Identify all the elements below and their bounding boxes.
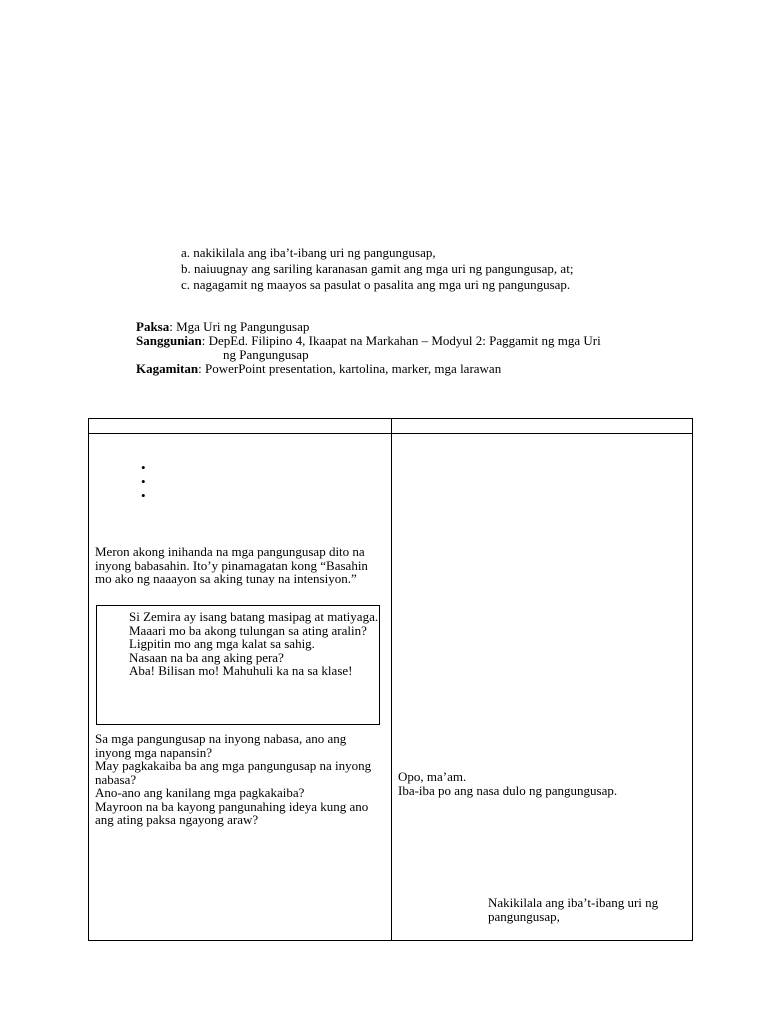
- sanggunian-line: [136, 334, 601, 348]
- kagamitan-label: Kagamitan: [136, 361, 199, 376]
- sample-sentence: Nasaan na ba ang aking pera?: [129, 649, 284, 665]
- sanggunian-label: Sanggunian: [136, 333, 202, 348]
- lesson-table: [88, 418, 693, 941]
- objective-item: a. nakikilala ang iba’t-ibang uri ng pangungusap,: [181, 245, 436, 260]
- objectives-list: [181, 245, 573, 293]
- student-answer-text: Nakikilala ang iba’t-ibang uri ng pangungusap,: [488, 895, 659, 924]
- lesson-details: [136, 320, 601, 376]
- kagamitan-line: [136, 362, 601, 376]
- student-response-line: Iba-iba po ang nasa dulo ng pangungusap.: [398, 783, 618, 798]
- sample-sentence: Si Zemira ay isang batang masipag at matiyaga.: [129, 609, 379, 624]
- sample-sentence: Ligpitin mo ang mga kalat sa sahig.: [129, 636, 315, 651]
- empty-bullet-list: [141, 461, 146, 503]
- question-line: Ano-ano ang kanilang mga pagkakaiba?: [95, 785, 305, 800]
- kagamitan-value: : PowerPoint presentation, kartolina, marker, mga larawan: [198, 361, 502, 376]
- bullet-item: [141, 489, 146, 503]
- sample-sentence: Maaari mo ba akong tulungan sa ating aralin?: [129, 622, 367, 638]
- sanggunian-continuation: ng Pangungusap: [223, 347, 309, 362]
- teacher-questions: [95, 732, 380, 827]
- paksa-line: [136, 320, 601, 334]
- teacher-intro-text: Meron akong inihanda na mga pangungusap dito na inyong babasahin. Ito’y pinamagatan kong “Basahin mo ako ng naaayon sa aking tunay na intensiyon.”: [95, 544, 368, 586]
- objective-item: c. nagagamit ng maayos sa pasulat o pasalita ang mga uri ng pangungusap.: [181, 277, 571, 292]
- paksa-value: : Mga Uri ng Pangungusap: [169, 319, 310, 334]
- objective-item: b. naiuugnay ang sariling karanasan gamit ang mga uri ng pangungusap, at;: [181, 261, 574, 276]
- sample-sentence: Aba! Bilisan mo! Mahuhuli ka na sa klase!: [129, 663, 353, 678]
- question-line: May pagkakaiba ba ang mga pangungusap na inyong nabasa?: [95, 758, 372, 787]
- question-line: Sa mga pangungusap na inyong nabasa, ano ang inyong mga napansin?: [95, 731, 347, 760]
- sample-sentences-box: [96, 605, 380, 725]
- paksa-label: Paksa: [136, 319, 170, 334]
- bullet-item: [141, 475, 146, 489]
- bullet-item: [141, 461, 146, 475]
- sanggunian-value: : DepEd. Filipino 4, Ikaapat na Markahan – Modyul 2: Paggamit ng mga Uri: [201, 333, 601, 348]
- question-line: Mayroon na ba kayong pangunahing ideya kung ano ang ating paksa ngayong araw?: [95, 798, 369, 827]
- student-response-line: Opo, ma’am.: [398, 769, 467, 784]
- column-divider: [391, 419, 392, 940]
- student-responses: [398, 770, 617, 798]
